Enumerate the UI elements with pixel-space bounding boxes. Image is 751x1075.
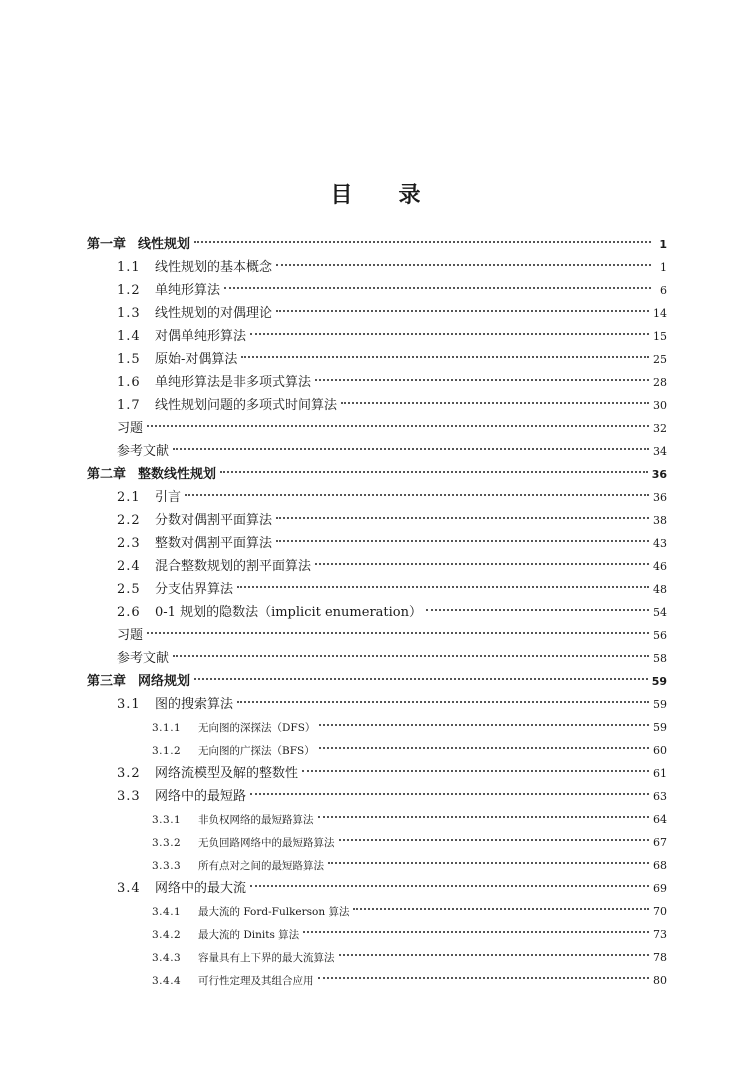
toc-entry[interactable]	[117, 274, 667, 298]
toc-entry-page-number: 34	[653, 445, 667, 458]
toc-entry-number: 2.3	[117, 536, 141, 551]
toc-entry-number: 2.2	[117, 513, 141, 528]
title-char-left: 目	[330, 183, 353, 208]
toc-entry[interactable]	[152, 918, 667, 941]
toc-dot-leader	[318, 964, 650, 984]
toc-dot-leader	[339, 941, 650, 961]
toc-entry[interactable]	[117, 251, 667, 275]
toc-entry-title: 分数对偶割平面算法	[155, 513, 273, 528]
toc-entry-page-number: 36	[653, 491, 667, 504]
toc-entry-page-number: 64	[653, 813, 667, 826]
toc-entry[interactable]	[152, 711, 667, 734]
page-title	[0, 178, 751, 209]
toc-entry-number: 1.3	[117, 306, 141, 321]
toc-entry-number: 第二章	[87, 467, 127, 482]
toc-entry[interactable]	[117, 320, 667, 344]
toc-entry-number: 2.6	[117, 605, 141, 620]
toc-entry[interactable]	[117, 688, 667, 712]
toc-entry-page-number: 61	[653, 767, 667, 780]
toc-entry-number: 3.4	[117, 881, 141, 896]
toc-entry-title: 引言	[155, 490, 182, 505]
toc-entry-number: 3.1.1	[152, 722, 182, 734]
toc-dot-leader	[276, 527, 649, 547]
toc-entry-number: 3.4.1	[152, 906, 182, 918]
toc-entry-page-number: 59	[653, 698, 667, 711]
toc-dot-leader	[315, 550, 649, 570]
toc-entry[interactable]	[117, 780, 667, 804]
toc-entry[interactable]	[117, 619, 667, 643]
toc-entry-page-number: 58	[653, 652, 667, 665]
toc-entry-number: 2.5	[117, 582, 141, 597]
toc-entry-title: 线性规划的对偶理论	[155, 306, 273, 321]
toc-entry-number: 1.5	[117, 352, 141, 367]
toc-entry-page-number: 56	[653, 629, 667, 642]
toc-entry[interactable]	[87, 228, 667, 252]
toc-dot-leader	[426, 596, 649, 616]
toc-dot-leader	[194, 665, 648, 685]
toc-entry-number: 3.1.2	[152, 745, 182, 757]
toc-entry-page-number: 80	[653, 974, 667, 987]
toc-entry-title: 无向图的深探法（DFS）	[198, 722, 316, 734]
toc-entry-title: 网络规划	[138, 674, 191, 689]
toc-dot-leader	[224, 274, 651, 294]
toc-entry-page-number: 63	[653, 790, 667, 803]
toc-dot-leader	[303, 918, 649, 938]
toc-dot-leader	[302, 757, 649, 777]
toc-entry-title: 对偶单纯形算法	[155, 329, 247, 344]
toc-entry-page-number: 73	[653, 928, 667, 941]
toc-entry-page-number: 30	[653, 399, 667, 412]
toc-entry-number: 3.3.2	[152, 837, 182, 849]
toc-entry-title: 单纯形算法是非多项式算法	[155, 375, 312, 390]
toc-entry-page-number: 25	[653, 353, 667, 366]
toc-entry-title: 网络流模型及解的整数性	[155, 766, 299, 781]
toc-dot-leader	[147, 619, 649, 639]
toc-entry-number: 2.4	[117, 559, 141, 574]
toc-entry-title: 无负回路网络中的最短路算法	[198, 837, 335, 849]
toc-entry[interactable]	[117, 389, 667, 413]
toc-entry-title: 无向图的广探法（BFS）	[198, 745, 315, 757]
toc-entry-page-number: 60	[653, 744, 667, 757]
toc-dot-leader	[250, 872, 649, 892]
toc-entry-title: 可行性定理及其组合应用	[198, 975, 314, 987]
toc-dot-leader	[173, 435, 649, 455]
toc-entry-number: 2.1	[117, 490, 141, 505]
toc-entry-page-number: 43	[653, 537, 667, 550]
toc-dot-leader	[194, 228, 651, 248]
toc-entry[interactable]	[117, 757, 667, 781]
toc-entry-number: 3.2	[117, 766, 141, 781]
toc-entry[interactable]	[152, 941, 667, 964]
toc-entry[interactable]	[117, 527, 667, 551]
toc-dot-leader	[173, 642, 649, 662]
toc-entry[interactable]	[117, 550, 667, 574]
toc-dot-leader	[276, 297, 649, 317]
toc-entry-page-number: 54	[653, 606, 667, 619]
toc-entry-title: 网络中的最短路	[155, 789, 247, 804]
toc-entry-page-number: 32	[653, 422, 667, 435]
toc-entry[interactable]	[117, 366, 667, 390]
toc-entry[interactable]	[117, 872, 667, 896]
toc-entry[interactable]	[117, 343, 667, 367]
toc-entry-number: 第三章	[87, 674, 127, 689]
toc-entry-page-number: 6	[660, 284, 667, 297]
toc-entry[interactable]	[152, 803, 667, 826]
toc-dot-leader	[147, 412, 649, 432]
toc-entry-page-number: 59	[653, 721, 667, 734]
toc-entry-title: 混合整数规划的割平面算法	[155, 559, 312, 574]
toc-entry-title: 网络中的最大流	[155, 881, 247, 896]
toc-entry-title: 分支估界算法	[155, 582, 234, 597]
toc-entry-title: 所有点对之间的最短路算法	[198, 860, 324, 872]
toc-entry[interactable]	[117, 573, 667, 597]
toc-entry-title: 线性规划问题的多项式时间算法	[155, 398, 338, 413]
toc-entry-title: 参考文献	[117, 651, 170, 666]
toc-entry[interactable]	[87, 665, 667, 689]
toc-entry-number: 3.3	[117, 789, 141, 804]
toc-entry-page-number: 67	[653, 836, 667, 849]
toc-dot-leader	[353, 895, 649, 915]
toc-dot-leader	[237, 573, 649, 593]
toc-dot-leader	[339, 826, 650, 846]
toc-entry[interactable]	[117, 504, 667, 528]
toc-entry-page-number: 15	[653, 330, 667, 343]
toc-dot-leader	[185, 481, 649, 501]
toc-entry[interactable]	[117, 297, 667, 321]
toc-entry[interactable]	[117, 642, 667, 666]
toc-entry-page-number: 1	[659, 238, 667, 251]
toc-entry-page-number: 46	[653, 560, 667, 573]
toc-entry-number: 1.6	[117, 375, 141, 390]
toc-entry-page-number: 78	[653, 951, 667, 964]
toc-entry-number: 3.4.2	[152, 929, 182, 941]
toc-entry[interactable]	[152, 964, 667, 987]
toc-entry-page-number: 1	[660, 261, 667, 274]
toc-entry-page-number: 48	[653, 583, 667, 596]
toc-entry[interactable]	[87, 458, 667, 482]
toc-entry-title: 原始-对偶算法	[155, 352, 238, 367]
toc-entry-title: 线性规划	[138, 237, 191, 252]
toc-dot-leader	[341, 389, 649, 409]
toc-dot-leader	[328, 849, 649, 869]
toc-entry-number: 1.4	[117, 329, 141, 344]
toc-entry-page-number: 14	[653, 307, 667, 320]
toc-dot-leader	[250, 780, 649, 800]
toc-dot-leader	[318, 803, 650, 823]
toc-entry-title: 最大流的 Ford-Fulkerson 算法	[198, 906, 350, 918]
toc-entry-title: 0-1 规划的隐数法（implicit enumeration）	[155, 605, 422, 620]
toc-entry-title: 容量具有上下界的最大流算法	[198, 952, 335, 964]
toc-entry-number: 3.3.1	[152, 814, 182, 826]
toc-entry-number: 1.1	[117, 260, 141, 275]
toc-entry[interactable]	[117, 412, 667, 436]
toc-entry-page-number: 69	[653, 882, 667, 895]
toc-entry-title: 单纯形算法	[155, 283, 221, 298]
toc-entry-title: 非负权网络的最短路算法	[198, 814, 314, 826]
toc-entry-number: 3.4.3	[152, 952, 182, 964]
toc-entry-title: 最大流的 Dinits 算法	[198, 929, 300, 941]
toc-entry[interactable]	[117, 596, 667, 620]
toc-dot-leader	[319, 734, 649, 754]
toc-entry-page-number: 68	[653, 859, 667, 872]
toc-entry[interactable]	[117, 435, 667, 459]
toc-entry-title: 整数对偶割平面算法	[155, 536, 273, 551]
title-char-right: 录	[398, 183, 421, 208]
toc-entry[interactable]	[152, 895, 667, 918]
toc-entry-number: 1.7	[117, 398, 141, 413]
toc-dot-leader	[250, 320, 649, 340]
toc-entry-title: 习题	[117, 628, 144, 643]
toc-dot-leader	[315, 366, 649, 386]
toc-entry-title: 整数线性规划	[138, 467, 217, 482]
toc-dot-leader	[319, 711, 649, 731]
toc-entry-page-number: 38	[653, 514, 667, 527]
toc-entry-number: 3.3.3	[152, 860, 182, 872]
toc-dot-leader	[237, 688, 649, 708]
toc-dot-leader	[276, 504, 649, 524]
toc-dot-leader	[220, 458, 648, 478]
toc-entry-title: 线性规划的基本概念	[155, 260, 273, 275]
toc-entry-title: 参考文献	[117, 444, 170, 459]
toc-entry-page-number: 70	[653, 905, 667, 918]
toc-entry-number: 1.2	[117, 283, 141, 298]
toc-entry[interactable]	[117, 481, 667, 505]
toc-entry-page-number: 59	[651, 675, 667, 688]
toc-entry-number: 3.1	[117, 697, 141, 712]
toc-entry[interactable]	[152, 826, 667, 849]
toc-entry-page-number: 28	[653, 376, 667, 389]
toc-entry[interactable]	[152, 734, 667, 757]
toc-dot-leader	[241, 343, 649, 363]
toc-entry-title: 图的搜索算法	[155, 697, 234, 712]
toc-entry-number: 第一章	[87, 237, 127, 252]
toc-entry-number: 3.4.4	[152, 975, 182, 987]
toc-dot-leader	[276, 251, 651, 271]
toc-entry[interactable]	[152, 849, 667, 872]
toc-entry-page-number: 36	[651, 468, 667, 481]
toc-entry-title: 习题	[117, 421, 144, 436]
